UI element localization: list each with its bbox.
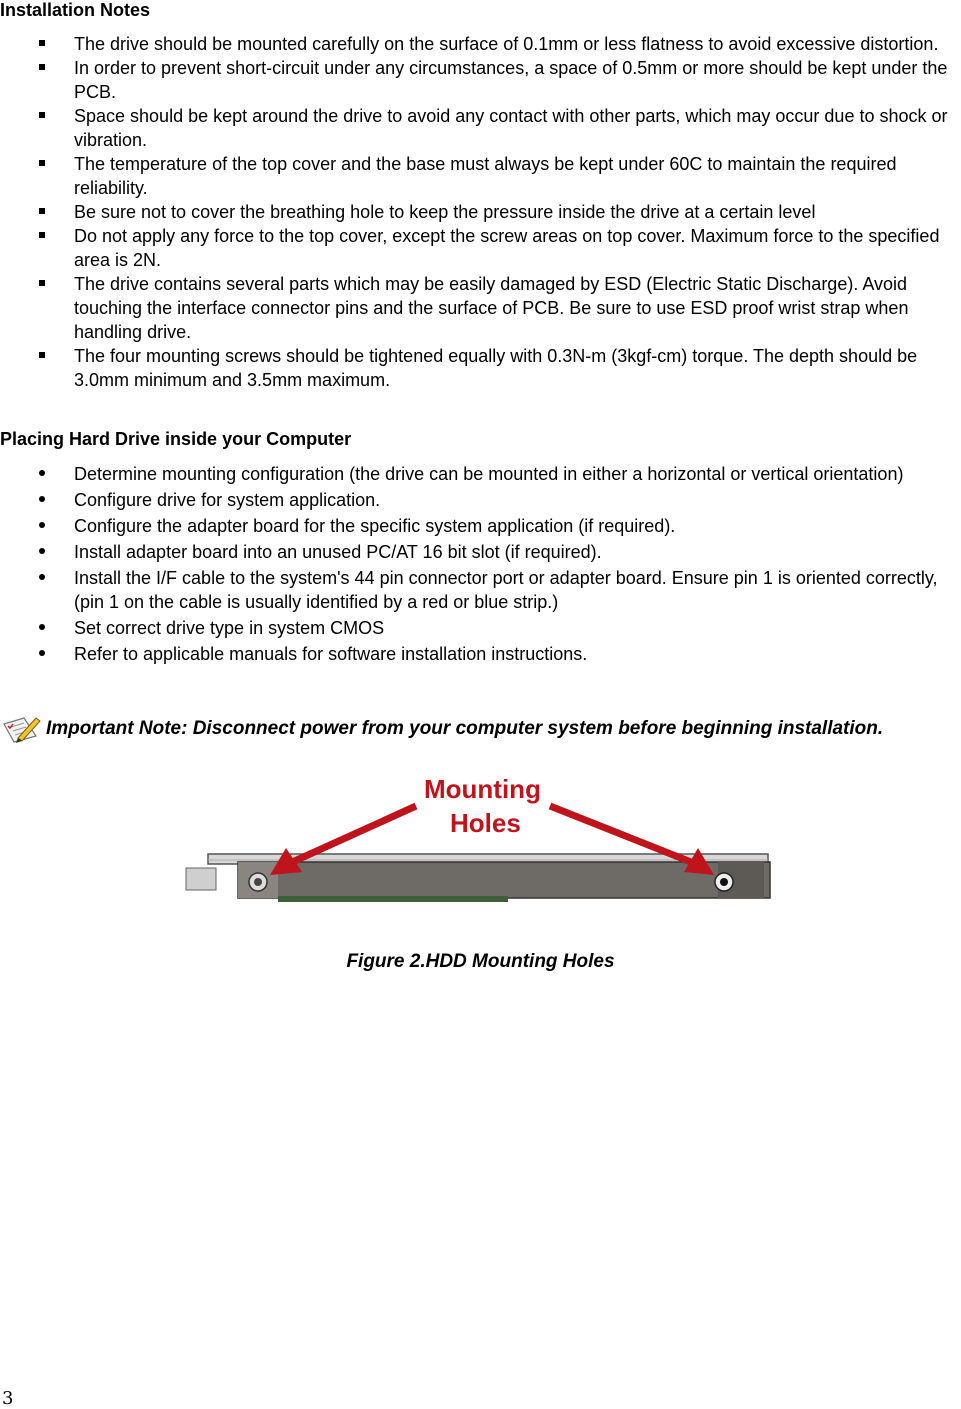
- list-item: Space should be kept around the drive to avoid any contact with other parts, which may occur due to shock or vibration.: [0, 104, 961, 152]
- hdd-mounting-holes-figure: [178, 772, 780, 912]
- round-bullet-icon: [36, 642, 48, 666]
- list-item: Configure drive for system application.: [0, 488, 961, 512]
- placing-drive-list: [0, 462, 961, 668]
- list-item: The temperature of the top cover and the base must always be kept under 60C to maintain the required reliability.: [0, 152, 961, 200]
- list-item: Install the I/F cable to the system's 44 pin connector port or adapter board. Ensure pin 1 is oriented correctly, (pin 1 on the cable is usually identified by a red or blue strip.): [0, 566, 961, 614]
- figure-label-holes: Holes: [450, 808, 521, 838]
- note-pencil-icon: [2, 714, 42, 744]
- list-item: Set correct drive type in system CMOS: [0, 616, 961, 640]
- round-bullet-icon: [36, 540, 48, 564]
- square-bullet-icon: [36, 344, 48, 368]
- round-bullet-icon: [36, 566, 48, 590]
- figure-caption: Figure 2.HDD Mounting Holes: [346, 951, 615, 972]
- round-bullet-icon: [36, 514, 48, 538]
- square-bullet-icon: [36, 56, 48, 80]
- list-item: Install adapter board into an unused PC/AT 16 bit slot (if required).: [0, 540, 961, 564]
- important-note: [2, 714, 883, 744]
- square-bullet-icon: [36, 32, 48, 56]
- list-item: The drive should be mounted carefully on the surface of 0.1mm or less flatness to avoid excessive distortion.: [0, 32, 961, 56]
- square-bullet-icon: [36, 152, 48, 176]
- list-item: Do not apply any force to the top cover, except the screw areas on top cover. Maximum force to the specified area is 2N.: [0, 224, 961, 272]
- list-item: The drive contains several parts which may be easily damaged by ESD (Electric Static Discharge). Avoid touching the interface connector pins and the surface of PCB. Be sure to use ESD proof wrist strap when handling drive.: [0, 272, 961, 344]
- square-bullet-icon: [36, 200, 48, 224]
- list-item: In order to prevent short-circuit under any circumstances, a space of 0.5mm or more should be kept under the PCB.: [0, 56, 961, 104]
- important-note-text: Important Note: Disconnect power from your computer system before beginning installation.: [46, 718, 884, 739]
- round-bullet-icon: [36, 462, 48, 486]
- installation-notes-list: [0, 32, 961, 392]
- square-bullet-icon: [36, 224, 48, 248]
- round-bullet-icon: [36, 616, 48, 640]
- page-number: 3: [2, 1388, 14, 1409]
- square-bullet-icon: [36, 272, 48, 296]
- round-bullet-icon: [36, 488, 48, 512]
- section-heading-placing-drive: Placing Hard Drive inside your Computer: [0, 429, 352, 449]
- list-item: Configure the adapter board for the specific system application (if required).: [0, 514, 961, 538]
- figure-label-mounting: Mounting: [424, 774, 541, 804]
- list-item: Refer to applicable manuals for software installation instructions.: [0, 642, 961, 666]
- list-item: Determine mounting configuration (the drive can be mounted in either a horizontal or vertical orientation): [0, 462, 961, 486]
- list-item: Be sure not to cover the breathing hole to keep the pressure inside the drive at a certain level: [0, 200, 961, 224]
- square-bullet-icon: [36, 104, 48, 128]
- section-heading-installation-notes: Installation Notes: [0, 0, 151, 20]
- list-item: The four mounting screws should be tightened equally with 0.3N-m (3kgf-cm) torque. The depth should be 3.0mm minimum and 3.5mm maximum.: [0, 344, 961, 392]
